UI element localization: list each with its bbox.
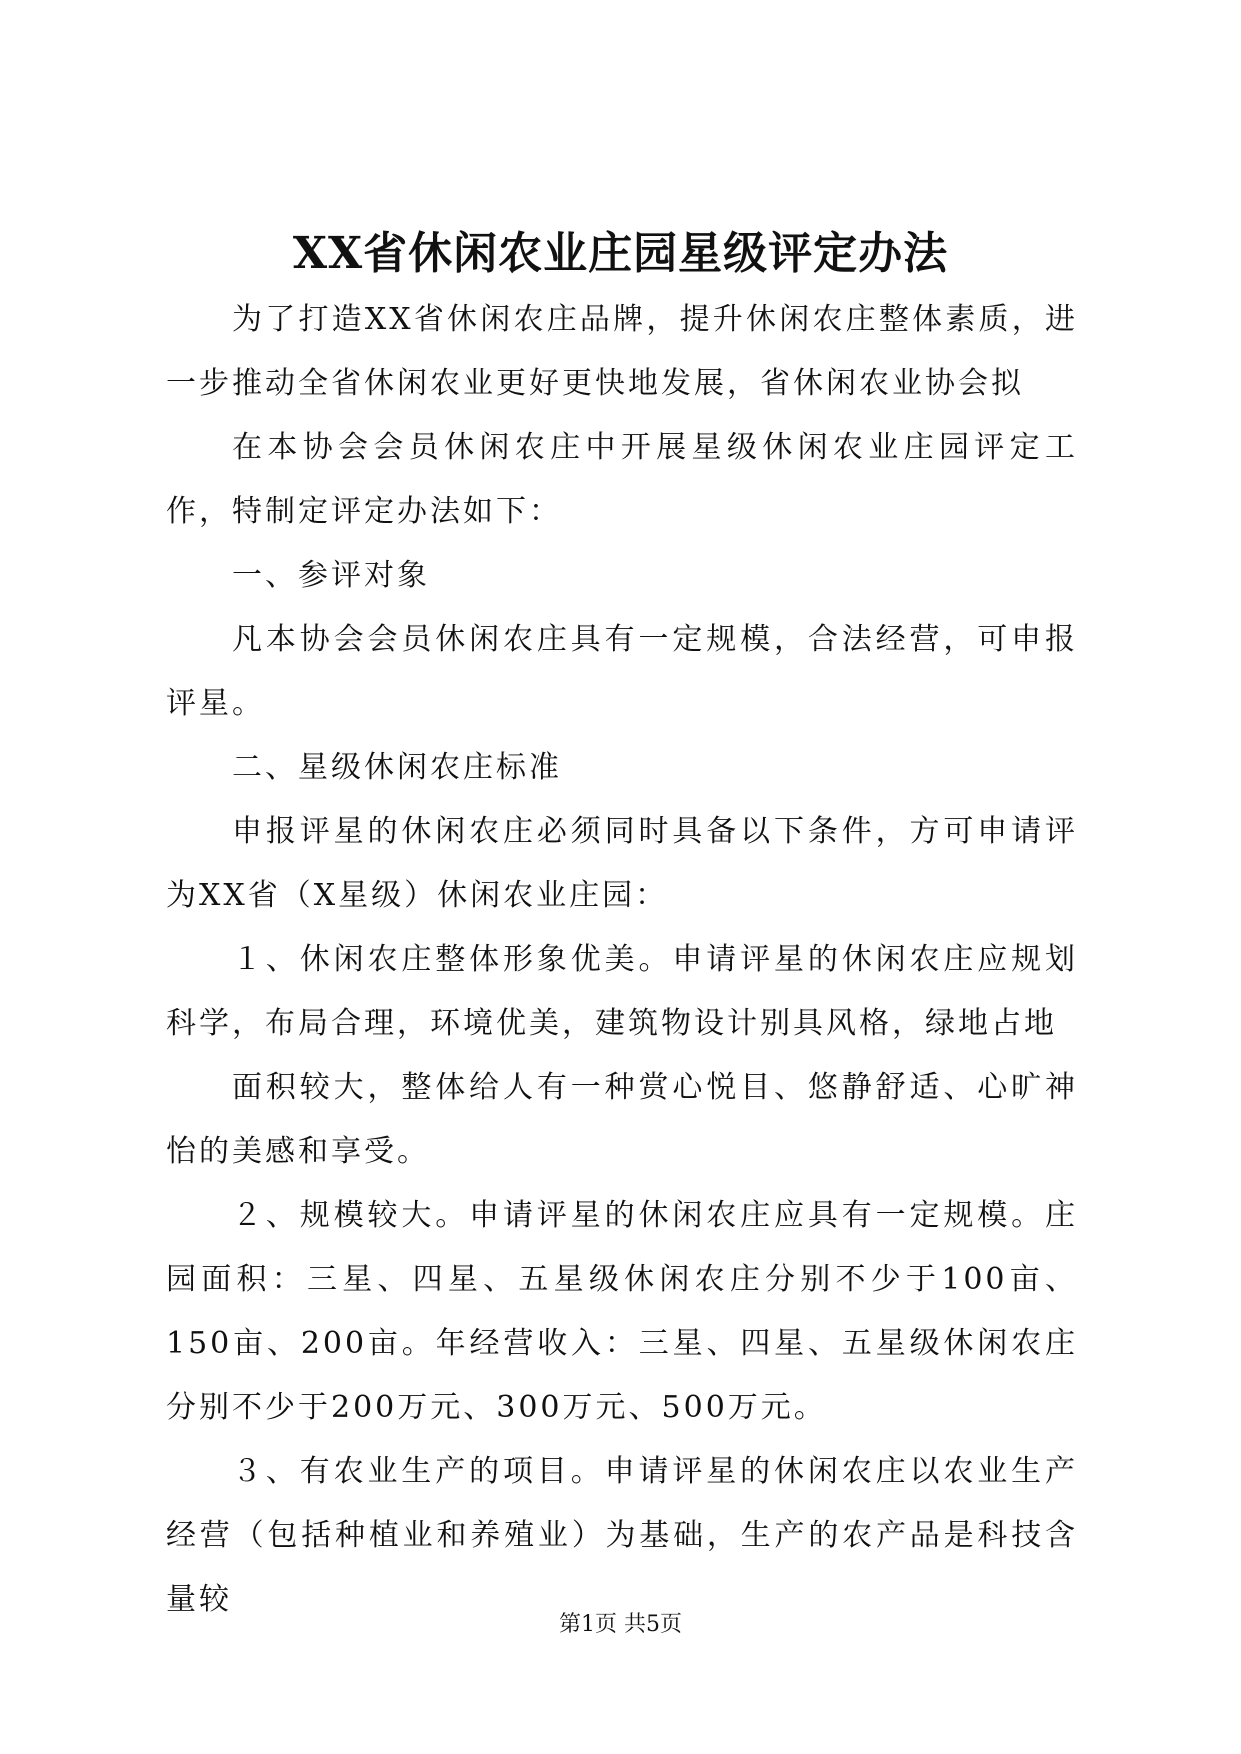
page-number: 第1页 共5页 <box>559 1612 682 1637</box>
section-heading: 二、星级休闲农庄标准 <box>232 750 562 785</box>
paragraph: 为了打造XX省休闲农庄品牌，提升休闲农庄整体素质，进一步推动全省休闲农业更好更快地发展，省休闲农业协会拟 <box>166 302 1078 401</box>
paragraph: 申报评星的休闲农庄必须同时具备以下条件，方可申请评为XX省（X星级）休闲农业庄园： <box>166 814 1078 913</box>
paragraph: 凡本协会会员休闲农庄具有一定规模，合法经营，可申报评星。 <box>166 622 1078 721</box>
paragraph: １、休闲农庄整体形象优美。申请评星的休闲农庄应规划科学，布局合理，环境优美，建筑物设计别具风格，绿地占地 <box>166 942 1078 1041</box>
section-heading: 一、参评对象 <box>232 558 430 593</box>
paragraph: 在本协会会员休闲农庄中开展星级休闲农业庄园评定工作，特制定评定办法如下： <box>166 430 1078 529</box>
paragraph: ３、有农业生产的项目。申请评星的休闲农庄以农业生产经营（包括种植业和养殖业）为基础，生产的农产品是科技含量较 <box>166 1454 1078 1617</box>
paragraph: 面积较大，整体给人有一种赏心悦目、悠静舒适、心旷神怡的美感和享受。 <box>166 1070 1078 1169</box>
document-body <box>166 288 1078 1632</box>
paragraph: ２、规模较大。申请评星的休闲农庄应具有一定规模。庄园面积：三星、四星、五星级休闲农庄分别不少于100亩、150亩、200亩。年经营收入：三星、四星、五星级休闲农庄分别不少于200万元、300万元、500万元。 <box>166 1198 1078 1425</box>
document-title: XX省休闲农业庄园星级评定办法 <box>292 228 949 279</box>
